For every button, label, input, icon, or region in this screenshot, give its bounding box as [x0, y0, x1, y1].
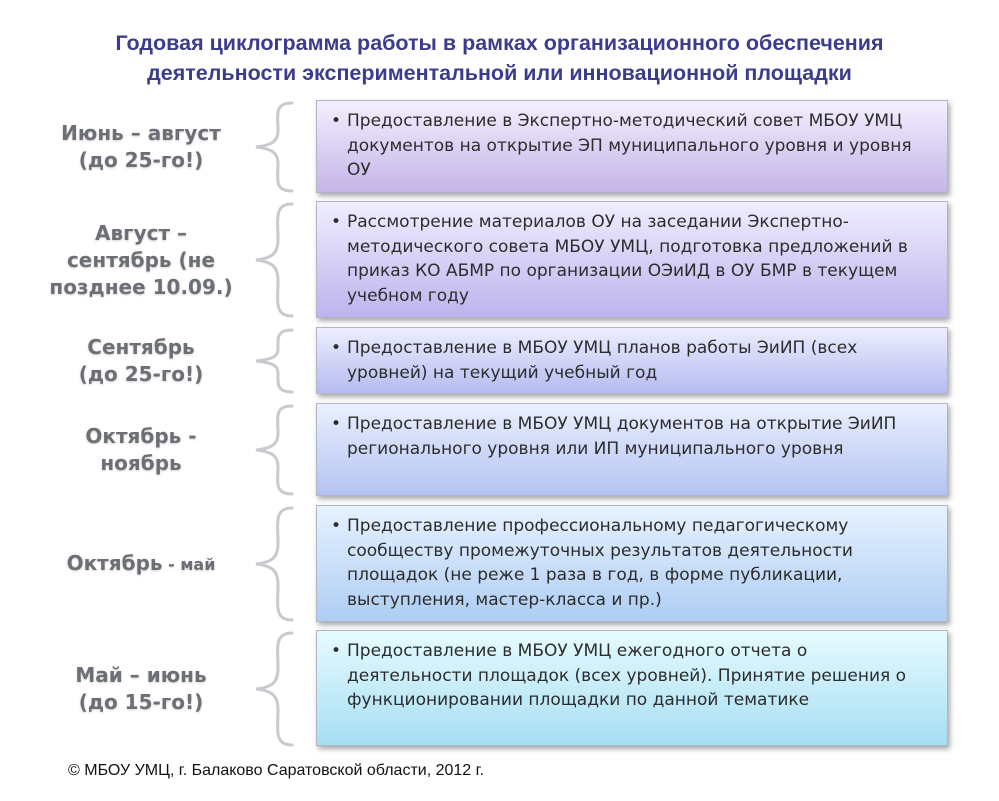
cycle-row-sep [0, 327, 999, 395]
bullet: • [330, 212, 342, 232]
description-text: Предоставление в МБОУ УМЦ документов на открытие ЭиИП регионального уровня или ИП муниципального уровня [347, 414, 897, 459]
period-line: Сентябрь [87, 335, 195, 359]
curly-brace-icon [248, 403, 304, 497]
curly-brace-icon [248, 505, 304, 623]
description-box [316, 630, 948, 746]
curly-brace-icon [248, 201, 304, 319]
period-label [30, 630, 252, 748]
curly-brace-icon [248, 100, 304, 194]
bullet: • [330, 516, 342, 536]
period-line: сентябрь (не [66, 247, 216, 272]
description-text: Предоставление в МБОУ УМЦ планов работы ЭиИП (всех уровней) на текущий учебный год [347, 338, 858, 383]
description-box [316, 505, 948, 622]
curly-brace-icon [248, 630, 304, 748]
bullet: • [330, 414, 342, 434]
copyright-footer: © МБОУ УМЦ, г. Балаково Саратовской области, 2012 г. [68, 762, 484, 779]
description-box [316, 403, 948, 496]
description-text: Рассмотрение материалов ОУ на заседании Экспертно-методического совета МБОУ УМЦ, подготовка предложений в приказ КО АБМР по организации ОЭиИД в ОУ БМР в текущем учебном году [347, 212, 908, 306]
period-line: Июнь – август [61, 121, 221, 145]
description-box [316, 100, 948, 193]
period-line: ноябрь [100, 451, 182, 475]
cycle-row-aug-sep [0, 201, 999, 319]
period-label [30, 201, 252, 319]
bullet: • [330, 641, 342, 661]
period-line-small: - май [162, 555, 216, 574]
cycle-row-jun-aug [0, 100, 999, 194]
period-line: Октябрь [66, 551, 163, 575]
bullet: • [330, 338, 342, 358]
curly-brace-icon [248, 327, 304, 395]
description-text: Предоставление в Экспертно-методический совет МБОУ УМЦ документов на открытие ЭП муниципального уровня и уровня ОУ [347, 111, 912, 180]
period-line: Август – [94, 220, 188, 245]
cycle-row-may-jun [0, 630, 999, 748]
description-box [316, 327, 948, 394]
period-line: (до 25-го!) [78, 148, 204, 172]
period-line: позднее 10.09.) [49, 274, 233, 299]
description-box [316, 201, 948, 318]
description-text: Предоставление в МБОУ УМЦ ежегодного отчета о деятельности площадок (всех уровней). Принятие решения о функционировании площадки по данной тематике [347, 641, 907, 710]
period-line: Октябрь - [85, 424, 197, 448]
bullet: • [330, 111, 342, 131]
cycle-row-oct-may [0, 505, 999, 623]
description-text: Предоставление профессиональному педагогическому сообществу промежуточных результатов деятельности площадок (не реже 1 раза в год, в форме публикации, выступления, мастер-класса и пр.) [347, 516, 853, 610]
title-line-1: Годовая циклограмма работы в рамках организационного обеспечения [115, 31, 884, 55]
page-title [0, 28, 999, 88]
period-line: Май – июнь [75, 663, 207, 687]
period-label [30, 403, 252, 497]
period-line: (до 25-го!) [78, 362, 204, 386]
title-line-2: деятельности экспериментальной или инновационной площадки [147, 61, 852, 85]
period-line: (до 15-го!) [78, 690, 204, 714]
period-label [30, 327, 252, 395]
cycle-row-oct-nov [0, 403, 999, 497]
period-label [30, 100, 252, 194]
period-label [30, 505, 252, 623]
